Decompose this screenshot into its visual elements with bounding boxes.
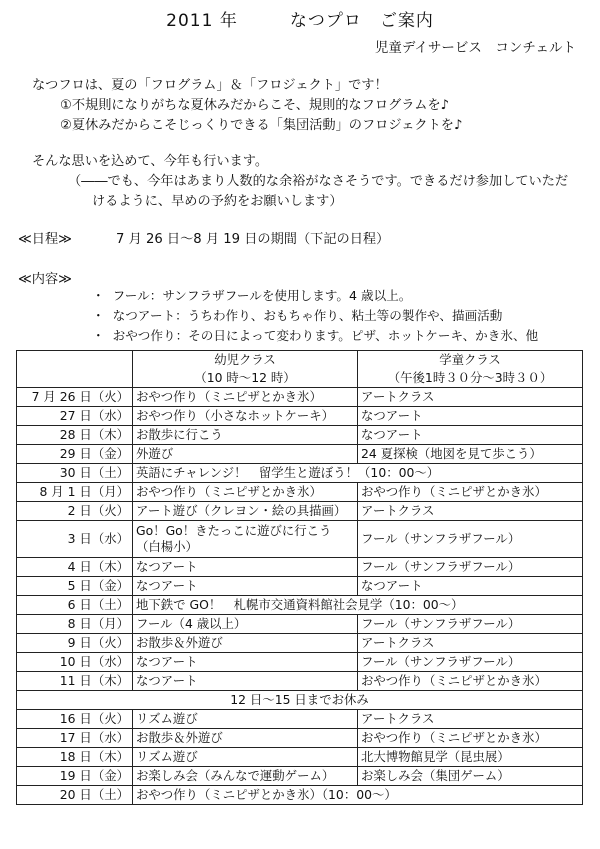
table-row (17, 634, 583, 653)
gakudo-activity-cell: お楽しみ会（集団ゲーム） (358, 767, 583, 786)
title-year: 2011 年 (166, 11, 238, 31)
header-cell-gakudo (358, 351, 583, 388)
list-item: ・ フール：サンフラザフールを使用します。4 歳以上。 (92, 286, 538, 306)
date-cell: 17 日（水） (17, 729, 133, 748)
gakudo-time: （午後1時３０分～3時３０） (387, 370, 553, 385)
gakudo-activity-cell: おやつ作り（ミニピザとかき氷） (358, 672, 583, 691)
date-cell: 6 日（土） (17, 596, 133, 615)
merged-activity-cell: 地下鉄で GO！ 札幌市交通資料館社会見学（10：00～） (133, 596, 583, 615)
table-row (17, 596, 583, 615)
date-cell: 18 日（木） (17, 748, 133, 767)
intro-line: ①不規則になりがちな夏休みだからこそ、規則的なフログラムを♪ (60, 98, 450, 113)
page-title (0, 6, 600, 31)
gakudo-title: 学童クラス (439, 352, 501, 367)
table-row (17, 407, 583, 426)
gakudo-activity-cell: アートクラス (358, 634, 583, 653)
organization-name: 児童デイサービス コンチェルト (374, 40, 576, 56)
gakudo-activity-cell: アートクラス (358, 388, 583, 407)
table-row (17, 691, 583, 710)
youji-activity-cell: Go！Go！きたっこに遊びに行こう（白楊小） (133, 521, 358, 558)
youji-activity-cell: お散歩に行こう (133, 426, 358, 445)
schedule-label: ≪日程≫ (18, 232, 72, 247)
youji-activity-cell: なつアート (133, 653, 358, 672)
gakudo-activity-cell: アートクラス (358, 502, 583, 521)
table-row (17, 653, 583, 672)
table-header-row (17, 351, 583, 388)
gakudo-activity-cell: 24 夏探検（地図を見て歩こう） (358, 445, 583, 464)
date-cell: 11 日（木） (17, 672, 133, 691)
date-cell: 7 月 26 日（火） (17, 388, 133, 407)
gakudo-activity-cell: なつアート (358, 426, 583, 445)
table-row (17, 615, 583, 634)
list-item: ・ なつアート：うちわ作り、おもちゃ作り、粘土等の製作や、描画活動 (92, 306, 538, 326)
table-row (17, 577, 583, 596)
gakudo-activity-cell: なつアート (358, 577, 583, 596)
youji-activity-cell: フール（4 歳以上） (133, 615, 358, 634)
table-row (17, 521, 583, 558)
gakudo-activity-cell: フール（サンフラザフール） (358, 558, 583, 577)
youji-activity-cell: アート遊び（クレヨン・絵の具描画） (133, 502, 358, 521)
youji-activity-cell: お散歩＆外遊び (133, 729, 358, 748)
schedule-text: 7 月 26 日～8 月 19 日の期間（下記の日程） (116, 232, 390, 247)
intro-line: けるように、早めの予約をお願いします） (92, 194, 343, 209)
merged-activity-cell: おやつ作り（ミニピザとかき氷）（10：00～） (133, 786, 583, 805)
table-row (17, 558, 583, 577)
date-cell: 19 日（金） (17, 767, 133, 786)
contents-label: ≪内容≫ (18, 272, 72, 287)
gakudo-activity-cell: フール（サンフラザフール） (358, 521, 583, 558)
intro-section (32, 76, 592, 212)
table-row (17, 445, 583, 464)
intro-line: ②夏休みだからこそじっくりできる「集団活動」のフロジェクトを♪ (60, 118, 463, 133)
table-row (17, 502, 583, 521)
title-text: なつプロ ご案内 (289, 11, 434, 31)
intro-line: そんな思いを込めて、今年も行います。 (32, 154, 269, 169)
table-row (17, 483, 583, 502)
date-cell: 9 日（火） (17, 634, 133, 653)
date-cell: 2 日（火） (17, 502, 133, 521)
youji-title: 幼児クラス (214, 352, 276, 367)
intro-line: （――でも、今年はあまり人数的な余裕がなさそうです。できるだけ参加していただ (68, 174, 569, 189)
list-item: ・ おやつ作り：その日によって変わります。ピザ、ホットケーキ、かき氷、他 (92, 326, 538, 346)
date-cell: 4 日（木） (17, 558, 133, 577)
youji-activity-cell: お散歩＆外遊び (133, 634, 358, 653)
youji-activity-cell: お楽しみ会（みんなで運動ゲーム） (133, 767, 358, 786)
youji-activity-cell: なつアート (133, 577, 358, 596)
youji-time: （10 時～12 時） (194, 370, 296, 385)
holiday-cell: 12 日～15 日までお休み (17, 691, 583, 710)
youji-activity-cell: なつアート (133, 558, 358, 577)
gakudo-activity-cell: おやつ作り（ミニピザとかき氷） (358, 729, 583, 748)
youji-activity-cell: リズム遊び (133, 748, 358, 767)
date-cell: 8 月 1 日（月） (17, 483, 133, 502)
date-cell: 28 日（木） (17, 426, 133, 445)
date-cell: 20 日（土） (17, 786, 133, 805)
table-row (17, 767, 583, 786)
date-cell: 8 日（月） (17, 615, 133, 634)
intro-line: なつフロは、夏の「フログラム」＆「フロジェクト」です！ (32, 78, 388, 93)
table-row (17, 729, 583, 748)
youji-activity-cell: おやつ作り（ミニピザとかき氷） (133, 388, 358, 407)
table-row (17, 426, 583, 445)
date-cell: 5 日（金） (17, 577, 133, 596)
date-cell: 3 日（水） (17, 521, 133, 558)
gakudo-activity-cell: アートクラス (358, 710, 583, 729)
youji-activity-cell: なつアート (133, 672, 358, 691)
youji-activity-cell: おやつ作り（ミニピザとかき氷） (133, 483, 358, 502)
schedule-table (16, 350, 583, 805)
gakudo-activity-cell: フール（サンフラザフール） (358, 653, 583, 672)
date-cell: 27 日（水） (17, 407, 133, 426)
gakudo-activity-cell: なつアート (358, 407, 583, 426)
gakudo-activity-cell: 北大博物館見学（昆虫展） (358, 748, 583, 767)
table-row (17, 388, 583, 407)
date-cell: 16 日（火） (17, 710, 133, 729)
table-row (17, 748, 583, 767)
gakudo-activity-cell: フール（サンフラザフール） (358, 615, 583, 634)
gakudo-activity-cell: おやつ作り（ミニピザとかき氷） (358, 483, 583, 502)
youji-activity-cell: リズム遊び (133, 710, 358, 729)
table-row (17, 710, 583, 729)
header-cell-youji (133, 351, 358, 388)
table-row (17, 672, 583, 691)
merged-activity-cell: 英語にチャレンジ！ 留学生と遊ぼう！（10：00～） (133, 464, 583, 483)
header-cell-empty (17, 351, 133, 388)
table-row (17, 464, 583, 483)
date-cell: 29 日（金） (17, 445, 133, 464)
youji-activity-cell: 外遊び (133, 445, 358, 464)
table-row (17, 786, 583, 805)
contents-list (92, 286, 538, 346)
youji-activity-cell: おやつ作り（小さなホットケーキ） (133, 407, 358, 426)
date-cell: 10 日（水） (17, 653, 133, 672)
date-cell: 30 日（土） (17, 464, 133, 483)
